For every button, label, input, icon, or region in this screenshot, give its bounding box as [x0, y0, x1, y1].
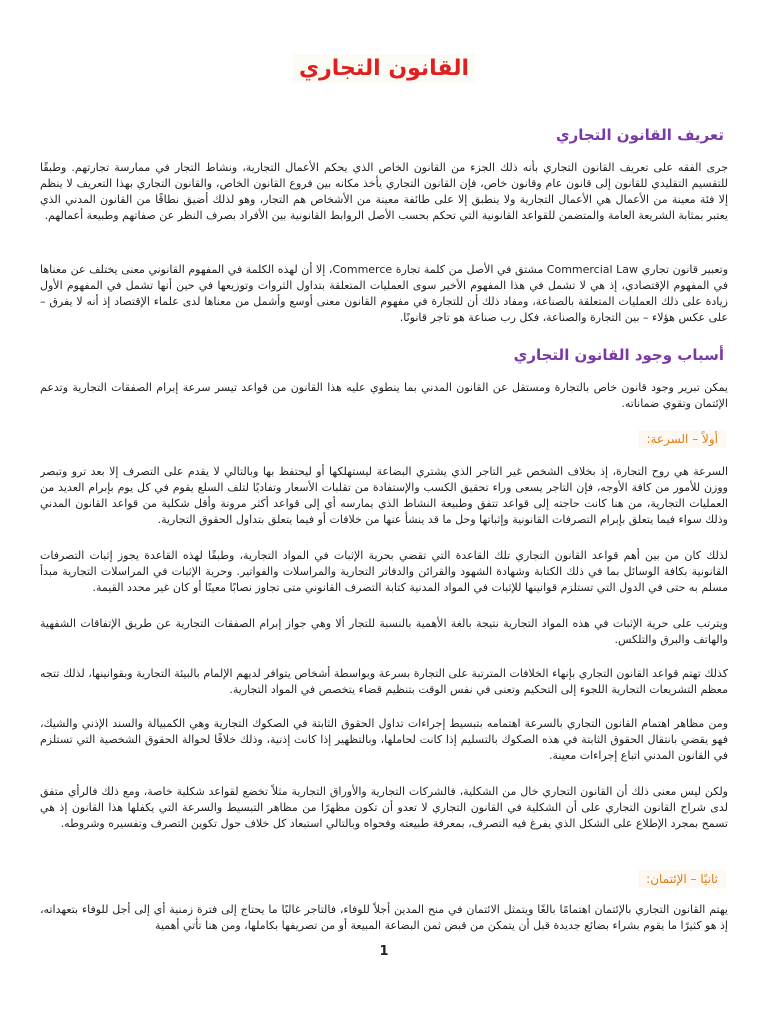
- subheading-speed: أولاً – السرعة:: [638, 430, 726, 448]
- paragraph-credit-1: يهتم القانون التجاري بالإئتمان اهتمامًا بالغًا ويتمثل الائتمان في منح المدين أجلاً للوفاء، فالتاجر غالبًا ما يحتاج إلى فترة زمنية أي إلى أجل للوفاء بتعهداته، إذ هو كثيرًا ما يقوم بشراء بضائع جديدة قبل أن يتمكن من قبض ثمن البضاعة المبيعة أو من تصريفها بكاملها، ومن هنا تأتي أهمية: [40, 903, 728, 932]
- document-title: القانون التجاري: [0, 56, 768, 81]
- section-heading-reasons: أسباب وجود القانون التجاري: [513, 346, 724, 364]
- section-heading-definition: تعريف القانون التجاري: [555, 126, 724, 144]
- paragraph-definition-2: وتعبير قانون تجاري Commercial Law مشتق في الأصل من كلمة تجارة Commerce، إلا أن لهذه الكلمة في المفهوم القانوني معنى يختلف عن معناها في المفهوم الإقتصادي، إذ هي لا تشمل في هذا المفهوم الأخير سوى العمليات المتعلقة بتداول الثروات وتوزيعها في حين أنها تشمل في المفهوم الأول زيادة على ذلك العمليات المتعلقة بالصناعة، ومفاد ذلك أن للتجارة في مفهوم القانون معنى أوسع وأشمل من معناها لدى علماء الإقتصاد إذ أنه لا يفرق – على عكس هؤلاء – بين التجارة والصناعة، فكل رب صناعة هو تاجر قانونًا.: [40, 263, 728, 324]
- paragraph-speed-3: ويترتب على حرية الإثبات في هذه المواد التجارية نتيجة بالغة الأهمية بالنسبة للتجار ألا وهي جواز إبرام الصفقات التجارية عن طريق الإتفاقات الشفهية والهاتف والبرق والتلكس.: [40, 617, 728, 646]
- paragraph-speed-4: كذلك تهتم قواعد القانون التجاري بإنهاء الخلافات المترتبة على التجارة بسرعة وبواسطة أشخاص يتوافر لديهم الإلمام بالبيئة التجارية وبقوانينها، لذلك تتجه معظم التشريعات التجارية اللجوء إلى التحكيم وتعنى في نفس الوقت بتنظيم قضاء يتخصص في المواد التجارية.: [40, 667, 728, 696]
- paragraph-speed-5: ومن مظاهر اهتمام القانون التجاري بالسرعة اهتمامه بتبسيط إجراءات تداول الحقوق الثابتة في الصكوك التجارية وهي الكمبيالة والسند الإذني والشيك، فهو يقضي بانتقال الحقوق الثابتة في هذه الصكوك بالتسليم إذا كانت لحاملها، وبالتظهير إذا كانت إذنية، وذلك خلافًا لحوالة الحقوق الشخصية التي تستلزم في القانون المدني اتباع إجراءات معينة.: [40, 717, 728, 762]
- paragraph-speed-2: لذلك كان من بين أهم قواعد القانون التجاري تلك القاعدة التي تقضي بحرية الإثبات في المواد التجارية، وطبقًا لهذه القاعدة يجوز إثبات التصرفات القانونية بكافة الوسائل بما في ذلك الكتابة وشهادة الشهود والقرائن والدفاتر التجارية والمراسلات والفواتير. وحرية الإثبات في المراسلات التجارية مبدأ مسلم به حتى في الدول التي تستلزم قوانينها للإثبات في المواد المدنية كتابة التصرف القانوني متى تجاوز نصابًا معينًا أو كان غير محدد القيمة.: [40, 549, 728, 594]
- page-number: 1: [379, 944, 389, 959]
- paragraph-speed-1: السرعة هي روح التجارة، إذ بخلاف الشخص غير التاجر الذي يشتري البضاعة ليستهلكها أو ليحتفظ بها وبالتالي لا يقدم على التصرف إلا بعد ترو وتبصر ووزن للأمور من كافة الأوجه، فإن التاجر يسعى وراء تحقيق الكسب والإستفادة من تقلبات الأسعار وتفاديًا لتلف السلع يقوم في كل يوم بإبرام العديد من العمليات التجارية، من هنا كانت حاجته إلى قواعد تتفق وطبيعة النشاط الذي يمارسه أي إلى قواعد أكثر مرونة وأقل شكلية من قواعد القانون المدني وذلك سواء فيما يتعلق بإبرام التصرفات القانونية وإثباتها وحل ما قد ينشأ عنها من خلافات أو فيما يتعلق بتداول الحقوق التجارية.: [40, 465, 728, 526]
- paragraph-reasons-1: يمكن تبرير وجود قانون خاص بالتجارة ومستقل عن القانون المدني بما ينطوي عليه هذا القانون من قواعد تيسر سرعة إبرام الصفقات التجارية وتدعم الإئتمان وتقوي ضماناته.: [40, 381, 728, 410]
- subheading-credit: ثانيًا – الإئتمان:: [638, 870, 726, 888]
- paragraph-speed-6: ولكن ليس معنى ذلك أن القانون التجاري خال من الشكلية، فالشركات التجارية والأوراق التجارية مثلاً تخضع لقواعد شكلية خاصة، ومع ذلك فالرأي متفق لدى شراح القانون التجاري على أن الشكلية في القانون التجاري لا تعدو أن تكون مظهرًا من مظاهر التبسيط والسرعة التي يكفلها هذا القانون إذ هي تسمح بمجرد الإطلاع على الشكل الذي يفرغ فيه التصرف، بمعرفة طبيعته وفحواه وبالتالي استبعاد كل خلاف حول تكوين التصرف وتفسيره وشروطه.: [40, 785, 728, 830]
- paragraph-definition-1: جرى الفقه على تعريف القانون التجاري بأنه ذلك الجزء من القانون الخاص الذي يحكم الأعمال التجارية، ونشاط التجار في ممارسة تجارتهم. وطبقًا للتقسيم التقليدي للقانون إلى قانون عام وقانون خاص، فإن القانون التجاري يأخذ مكانه بين فروع القانون الخاص، والقانون التجاري بهذا التعريف لا ينظم إلا فئة معينة من الأعمال هي الأعمال التجارية ولا ينطبق إلا على طائفة معينة من الأشخاص هم التجار، وهو لذلك أضيق نطاقًا من القانون المدني الذي يعتبر بمثابة الشريعة العامة والمتضمن للقواعد القانونية التي تحكم بحسب الأصل الروابط القانونية بين الأفراد بصرف النظر عن صفاتهم وطبيعة أعمالهم.: [40, 161, 728, 222]
